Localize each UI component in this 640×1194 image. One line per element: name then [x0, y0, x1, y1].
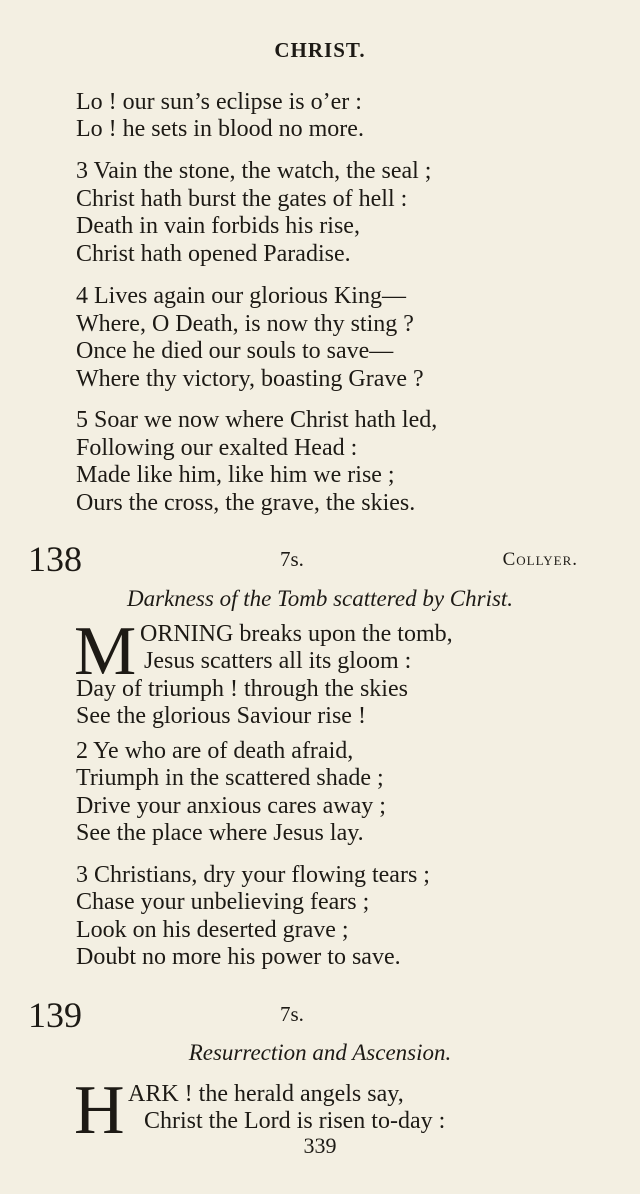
verse-line: ORNING breaks upon the tomb,	[140, 621, 453, 647]
verse-line: Chase your unbelieving fears ;	[76, 889, 370, 915]
verse-line: Look on his deserted grave ;	[76, 917, 349, 943]
verse-line: See the place where Jesus lay.	[76, 820, 364, 846]
verse-line: Jesus scatters all its gloom :	[144, 648, 412, 674]
verse-line: 5 Soar we now where Christ hath led,	[76, 407, 438, 433]
verse-line: 4 Lives again our glorious King—	[76, 283, 406, 309]
verse-line: Lo ! our sun’s eclipse is o’er :	[76, 89, 362, 115]
hymn-subtitle: Resurrection and Ascension.	[188, 1040, 452, 1065]
hymn-number: 138	[28, 539, 82, 579]
hymn-number: 139	[28, 995, 82, 1035]
verse-line: Day of triumph ! through the skies	[76, 676, 408, 702]
verse-line: Christ hath opened Paradise.	[76, 241, 351, 267]
verse-line: Christ the Lord is risen to-day :	[144, 1108, 446, 1134]
verse-line: Drive your anxious cares away ;	[76, 793, 386, 819]
verse-line: Triumph in the scattered shade ;	[76, 765, 384, 791]
hymn-subtitle: Darkness of the Tomb scattered by Christ.	[126, 586, 514, 611]
verse-line: Lo ! he sets in blood no more.	[76, 116, 364, 142]
verse-line: Doubt no more his power to save.	[76, 944, 401, 970]
verse-line: Ours the cross, the grave, the skies.	[76, 490, 416, 516]
verse-line: 2 Ye who are of death afraid,	[76, 738, 354, 764]
verse-line: 3 Christians, dry your flowing tears ;	[76, 862, 430, 888]
hymn-meter: 7s.	[280, 1002, 304, 1026]
verse-line: Where thy victory, boasting Grave ?	[76, 366, 424, 392]
running-head: CHRIST.	[274, 38, 366, 62]
drop-cap: M	[74, 613, 137, 690]
verse-line: See the glorious Saviour rise !	[76, 703, 366, 729]
verse-line: 3 Vain the stone, the watch, the seal ;	[76, 158, 432, 184]
drop-cap: H	[74, 1072, 125, 1149]
verse-line: ARK ! the herald angels say,	[128, 1081, 404, 1107]
verse-line: Christ hath burst the gates of hell :	[76, 186, 408, 212]
verse-line: Once he died our souls to save—	[76, 338, 394, 364]
tune-name: Collyer.	[502, 549, 578, 570]
verse-line: Made like him, like him we rise ;	[76, 462, 395, 488]
verse-line: Where, O Death, is now thy sting ?	[76, 311, 414, 337]
hymn-meter: 7s.	[280, 547, 304, 571]
page-number: 339	[303, 1133, 337, 1158]
verse-line: Death in vain forbids his rise,	[76, 213, 360, 239]
verse-line: Following our exalted Head :	[76, 435, 358, 461]
